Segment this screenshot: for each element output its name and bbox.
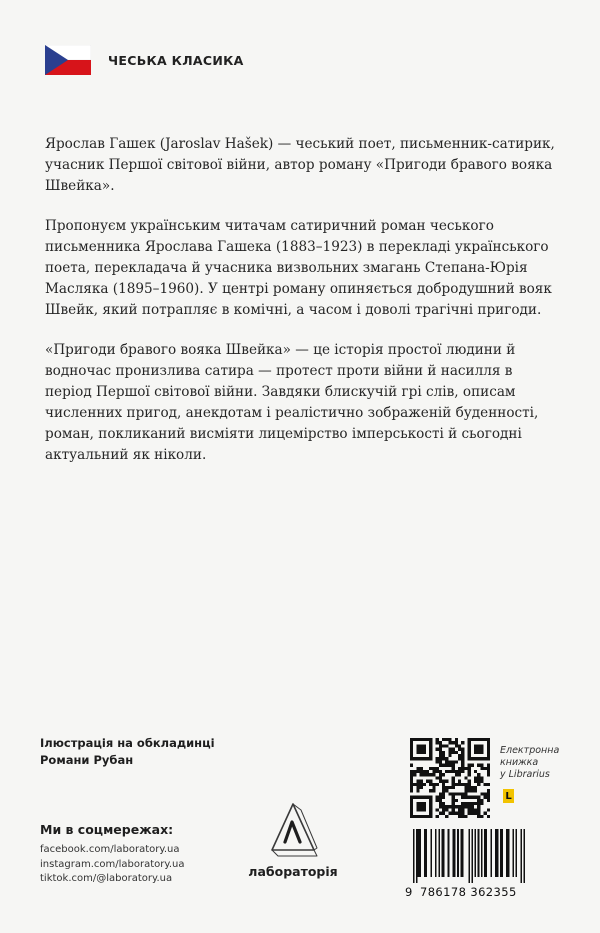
triangle-lambda-logo — [268, 800, 318, 858]
barcode-icon — [413, 829, 563, 883]
publisher-name: лабораторія — [248, 864, 338, 879]
isbn-first-digit: 9 — [405, 885, 413, 899]
description-paragraph-summary: «Пригоди бравого вояка Швейка» — це історія простої людини й водночас пронизлива сатира — протест проти війни й насилля в період Першої світової війни. Завдяки блискучій грі слів, описам численних пригод, анекдотам і реалістично зображеній буденності, роман, покликаний висміяти лицемірство імперськості й сьогодні актуальний як ніколи. — [45, 342, 539, 463]
book-description — [45, 134, 560, 485]
description-paragraph-author: Ярослав Гашек (Jaroslav Hašek) — чеський поет, письменник-сатирик, учасник Першої світової війни, автор роману «Пригоди бравого вояка Швейка». — [45, 136, 555, 194]
illustration-credit-artist: Романи Рубан — [40, 753, 134, 767]
illustration-credit-label: Ілюстрація на обкладинці — [40, 736, 215, 750]
series-name: ЧЕСЬКА КЛАСИКА — [108, 52, 244, 68]
librarius-badge-icon: L — [503, 789, 514, 803]
ebook-note — [500, 745, 559, 781]
qr-code-icon[interactable] — [410, 738, 490, 818]
social-link-instagram[interactable]: instagram.com/laboratory.ua — [40, 858, 185, 870]
czech-flag-icon — [45, 45, 91, 75]
illustration-credit — [40, 735, 215, 769]
social-link-facebook[interactable]: facebook.com/laboratory.ua — [40, 844, 180, 855]
social-title: Ми в соцмережах: — [40, 822, 174, 837]
social-links — [40, 843, 185, 887]
ebook-line-3: у Librarius — [500, 769, 550, 780]
isbn-barcode — [403, 829, 563, 904]
description-paragraph-translation: Пропонуєм українським читачам сатиричний роман чеського письменника Ярослава Гашека (1883–1923) в перекладі українського поета, перекладача й учасника визвольних змагань Степана-Юрія Масляка (1895–1960). У центрі роману опиняється добродушний вояк Швейк, який потрапляє в комічні, а часом і доволі трагічні пригоди. — [45, 218, 552, 318]
isbn-digits: 786178 362355 — [420, 885, 517, 899]
series-header — [45, 45, 244, 75]
ebook-line-2: книжка — [500, 757, 539, 768]
social-link-tiktok[interactable]: tiktok.com/@laboratory.ua — [40, 873, 173, 884]
publisher-block — [238, 800, 348, 879]
ebook-line-1: Електронна — [500, 745, 560, 756]
